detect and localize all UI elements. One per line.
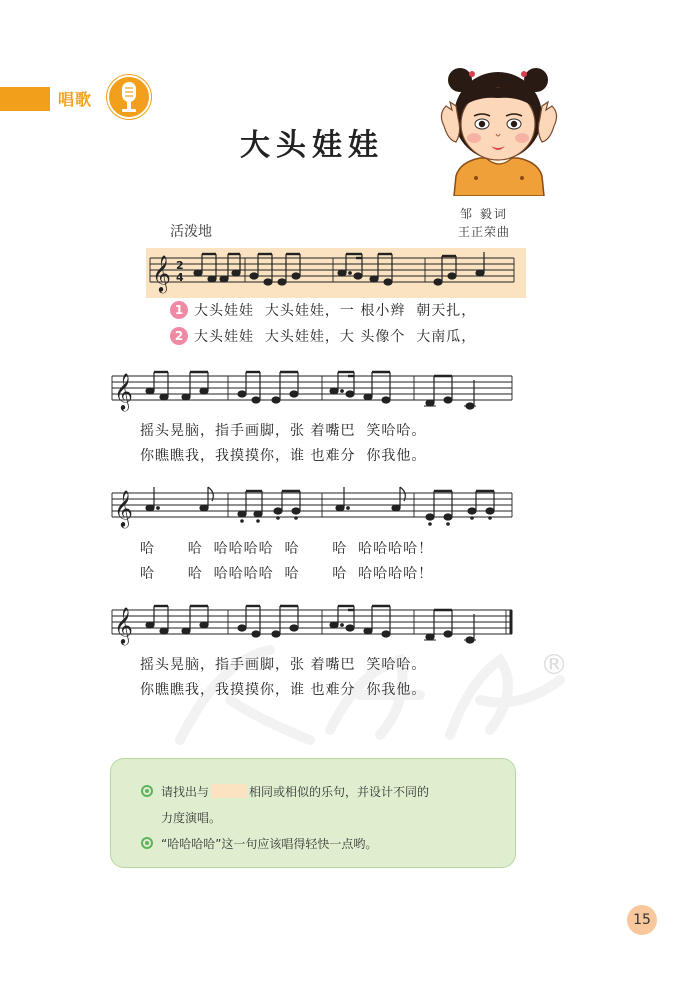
tip-1-continued: 力度演唱。 — [161, 811, 222, 825]
tip-2-text: “哈哈哈哈”这一句应该唱得轻快一点哟。 — [161, 837, 378, 851]
line-3-lyrics-b: 哈 哈 哈哈哈哈 哈 哈 哈哈哈哈！ — [140, 566, 434, 582]
verse-number-2: 2 — [170, 327, 188, 345]
verse-1-lyrics: 大头娃娃 大头娃娃，一 根小辫 朝天扎， — [194, 303, 477, 319]
staff-line-1 — [150, 252, 518, 296]
treble-clef-icon: 𝄞 — [114, 372, 133, 410]
page-number: 15 — [627, 905, 657, 935]
girl-illustration — [436, 66, 562, 196]
bullet-icon — [141, 837, 153, 849]
verse-number-1: 1 — [170, 301, 188, 319]
lyricist-credit: 邹 毅词 — [460, 207, 508, 221]
highlight-swatch — [211, 784, 247, 798]
line-2-lyrics-a: 摇头晃脑，指手画脚，张 着嘴巴 笑哈哈。 — [140, 423, 427, 439]
section-bar — [0, 87, 50, 111]
registered-mark: ® — [540, 648, 568, 681]
time-signature-top: 2 — [176, 259, 184, 272]
line-3-lyrics-a: 哈 哈 哈哈哈哈 哈 哈 哈哈哈哈！ — [140, 541, 434, 557]
time-signature-bottom: 4 — [176, 271, 184, 284]
composer-credit: 王正荣曲 — [458, 225, 511, 239]
bullet-icon — [141, 785, 153, 797]
line-4-lyrics-a: 摇头晃脑，指手画脚，张 着嘴巴 笑哈哈。 — [140, 657, 427, 673]
song-title: 大头娃娃 — [240, 128, 384, 163]
line-2-lyrics-b: 你瞧瞧我，我摸摸你，谁 也难分 你我他。 — [140, 448, 427, 464]
tempo-marking: 活泼地 — [170, 224, 212, 240]
tips-box — [110, 758, 516, 868]
treble-clef-icon: 𝄞 — [152, 254, 171, 292]
section-tab — [0, 84, 150, 114]
section-label: 唱歌 — [58, 90, 93, 109]
line-4-lyrics-b: 你瞧瞧我，我摸摸你，谁 也难分 你我他。 — [140, 682, 427, 698]
staff-line-2 — [112, 366, 518, 416]
tip-1-after: 相同或相似的乐句，并设计不同的 — [249, 785, 430, 799]
verse-2-lyrics: 大头娃娃 大头娃娃，大 头像个 大南瓜， — [194, 329, 477, 345]
staff-line-3 — [112, 483, 518, 533]
treble-clef-icon: 𝄞 — [114, 489, 133, 527]
microphone-icon — [106, 74, 152, 120]
tip-1-before: 请找出与 — [161, 785, 210, 799]
treble-clef-icon: 𝄞 — [114, 606, 133, 644]
